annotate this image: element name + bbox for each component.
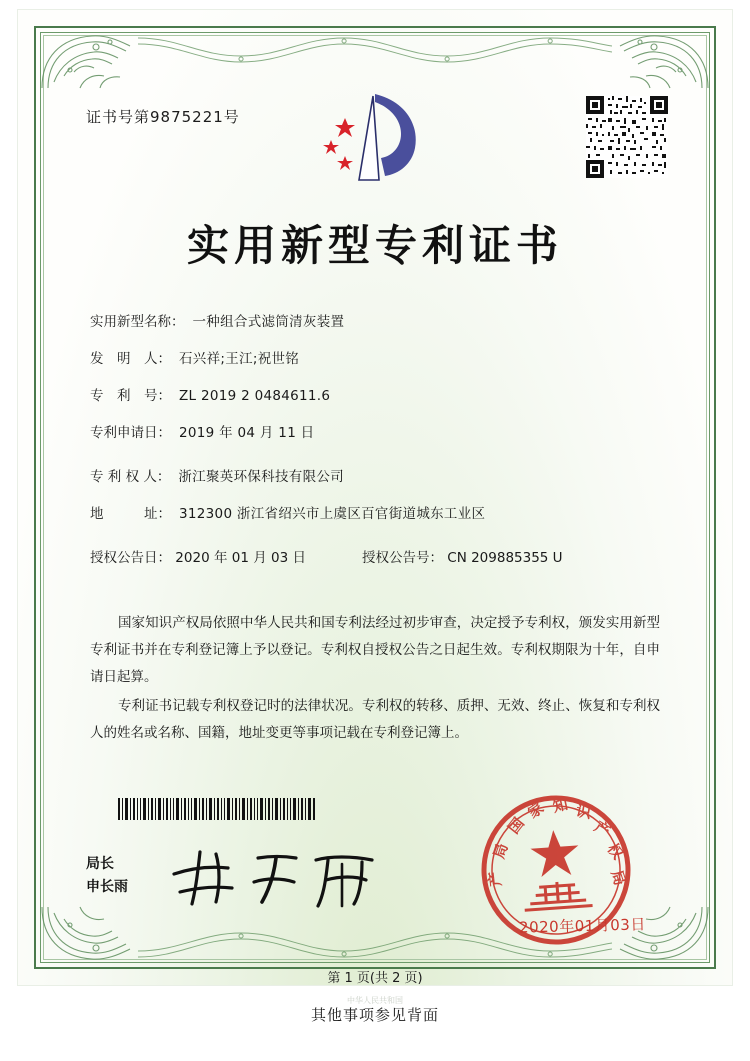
ornament-corner-bottom-left-icon: [40, 905, 132, 963]
certificate-number: 证书号第9875221号: [86, 108, 240, 126]
svg-text:权: 权: [603, 839, 627, 863]
field-value: CN 209885355 U: [447, 550, 563, 566]
field-label: 实用新型名称：: [90, 314, 185, 330]
field-label: 专 利 号：: [90, 388, 171, 404]
field-value: 312300 浙江省绍兴市上虞区百官街道城东工业区: [179, 506, 486, 522]
field-address: [90, 502, 670, 522]
body-text: [90, 610, 660, 749]
svg-text:家: 家: [524, 798, 548, 822]
field-grant-row: [90, 546, 670, 566]
field-label: 专利申请日：: [90, 425, 171, 441]
field-value: 浙江聚英环保科技有限公司: [178, 469, 344, 485]
paragraph-1: 国家知识产权局依照中华人民共和国专利法经过初步审查，决定授予专利权，颁发实用新型专利证书并在专利登记簿上予以登记。专利权自授权公告之日起生效。专利权期限为十年，自申请日起算。: [90, 615, 660, 685]
signature-role-label: 局长: [86, 856, 114, 872]
qr-code-icon: [586, 96, 668, 178]
field-label: 专 利 权 人：: [90, 469, 171, 485]
field-value: 2020 年 01 月 03 日: [175, 550, 306, 566]
svg-text:知: 知: [551, 795, 570, 816]
grant-number-segment: [362, 546, 563, 566]
field-patentee: [90, 465, 670, 485]
field-label: 授权公告号：: [361, 550, 443, 566]
field-value: 2019 年 04 月 11 日: [179, 425, 315, 441]
svg-text:产: 产: [591, 817, 614, 841]
field-label: 授权公告日：: [90, 550, 171, 566]
field-utility-model-name: [90, 310, 670, 330]
page-title: 实用新型专利证书: [186, 221, 563, 270]
ornament-edge-top: [138, 34, 612, 68]
back-side-note: 其他事项参见背面: [310, 1006, 439, 1024]
svg-text:产: 产: [485, 870, 505, 888]
grant-date-segment: [90, 546, 306, 566]
svg-text:局: 局: [607, 867, 630, 888]
field-label: 发 明 人：: [90, 351, 171, 367]
signature-name-label: 申长雨: [86, 879, 128, 895]
seal-date: 2020年01月03日: [518, 915, 647, 937]
field-value: 石兴祥;王江;祝世铭: [179, 351, 300, 367]
signature-block: [86, 853, 128, 899]
field-application-date: [90, 421, 670, 441]
svg-text:局: 局: [489, 841, 512, 861]
field-label: 地 址：: [90, 506, 171, 522]
svg-text:识: 识: [574, 801, 593, 823]
field-value: 一种组合式滤筒清灰装置: [192, 314, 345, 330]
certificate-paper: [18, 10, 732, 1005]
ornament-corner-top-left-icon: [40, 32, 132, 90]
field-patent-number: [90, 384, 670, 404]
field-value: ZL 2019 2 0484611.6: [179, 388, 331, 404]
cnipa-logo-icon: [315, 88, 435, 188]
handwritten-signature-icon: [166, 844, 406, 912]
field-inventors: [90, 347, 670, 367]
page-footer: 第 1 页(共 2 页): [327, 971, 423, 986]
paragraph-2: 专利证书记载专利权登记时的法律状况。专利权的转移、质押、无效、终止、恢复和专利权人的姓名或名称、国籍，地址变更等事项记载在专利登记簿上。: [90, 698, 660, 741]
barcode: [118, 798, 318, 820]
fields-list: [90, 310, 670, 583]
watermark-text: 中华人民共和国: [347, 996, 403, 1005]
ornament-corner-top-right-icon: [618, 32, 710, 90]
svg-text:国: 国: [504, 814, 528, 838]
